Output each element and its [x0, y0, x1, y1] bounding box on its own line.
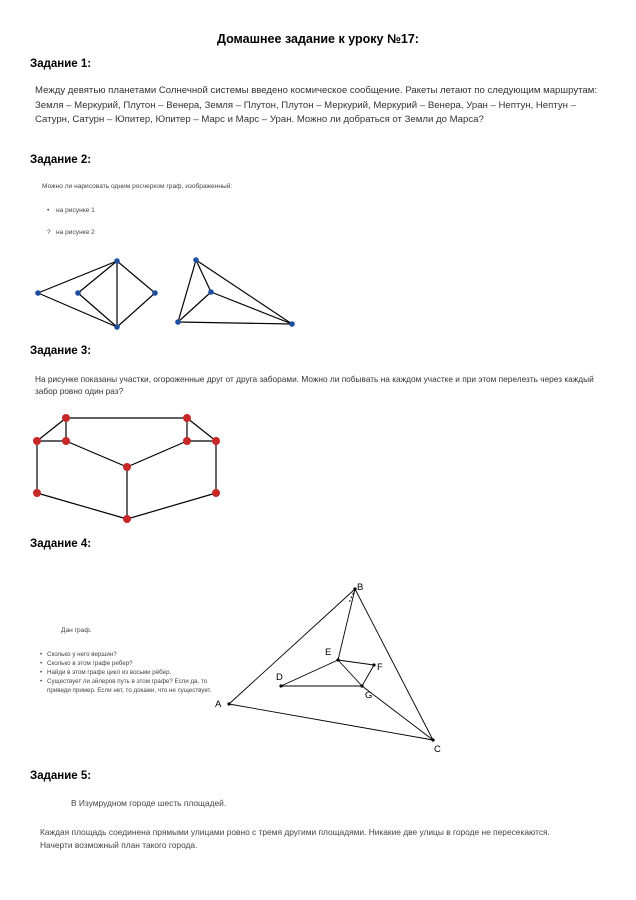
vertex-label: E: [325, 647, 332, 658]
graph-node: [279, 684, 282, 687]
graph-figure-1: [38, 261, 155, 327]
fence: [127, 493, 216, 519]
task4-heading: Задание 4:: [30, 538, 92, 550]
edge: [362, 686, 433, 740]
fence: [66, 441, 127, 467]
vertex-label: D: [276, 672, 283, 683]
graph-node: [431, 738, 434, 741]
graph-node: [208, 289, 214, 295]
edge: [338, 589, 355, 660]
task2-item2: на рисунке 2: [56, 229, 95, 236]
graph-node: [152, 290, 158, 296]
edge: [362, 665, 374, 686]
fence-post: [123, 515, 131, 523]
edge: [38, 293, 117, 327]
graph-node: [372, 663, 375, 666]
fence-post: [183, 414, 191, 422]
task4-question: • Сколько у него вершин?: [47, 650, 215, 659]
edge: [229, 589, 355, 704]
task1-heading: Задание 1:: [30, 58, 92, 70]
vertex-label: B: [357, 582, 364, 593]
task2-item1: на рисунке 1: [56, 207, 95, 214]
task4-intro: Дан граф.: [61, 627, 92, 634]
fence-post: [33, 437, 41, 445]
task4-question: • Найди в этом графе цикл из восьми рёбер.: [47, 668, 215, 677]
fence: [187, 418, 216, 441]
fence-post: [212, 489, 220, 497]
task2-heading: Задание 2:: [30, 154, 92, 166]
edge: [281, 660, 338, 686]
edge: [78, 261, 117, 293]
task4-graph: [229, 589, 433, 740]
edge: [178, 260, 196, 322]
edge: [117, 261, 155, 293]
edge: [338, 660, 362, 686]
fence: [37, 493, 127, 519]
task5-heading: Задание 5:: [30, 770, 92, 782]
graph-node: [175, 319, 181, 325]
vertex-label: A: [215, 699, 222, 710]
graph-node: [75, 290, 81, 296]
edge: [117, 293, 155, 327]
task4-question: • Существует ли эйлеров путь в этом графе? Если да, то приведи пример. Если нет, то докажи, что не существует.: [47, 677, 215, 695]
task2-question: Можно ли нарисовать одним росчерком граф, изображенный:: [42, 183, 233, 190]
task4-labels: [215, 582, 441, 755]
vertex-label: F: [377, 662, 383, 673]
graph-node: [360, 684, 363, 687]
graph-figure-2-nodes: [175, 257, 295, 327]
fence-post: [62, 437, 70, 445]
fence: [127, 441, 187, 467]
graph-node: [336, 658, 339, 661]
fence: [37, 418, 66, 441]
graph-node: [35, 290, 41, 296]
graph-node: [114, 324, 120, 330]
page-title: Домашнее задание к уроку №17:: [217, 32, 419, 46]
fence-post: [123, 463, 131, 471]
task4-question: • Сколько в этом графе ребер?: [47, 659, 215, 668]
edge: [78, 293, 117, 327]
fence-post: [212, 437, 220, 445]
task5-line2: Каждая площадь соединена прямыми улицами ровно с тремя другими площадями. Никакие две улицы в городе не пересекаются. Начерти возможный план такого города.: [40, 827, 550, 851]
edge: [38, 261, 117, 293]
graph-node: [114, 258, 120, 264]
fence-post: [62, 414, 70, 422]
task5-line1: В Изумрудном городе шесть площадей.: [71, 798, 227, 808]
graph-node: [193, 257, 199, 263]
task1-text: Между девятью планетами Солнечной системы введено космическое сообщение. Ракеты летают по следующим маршрутам: Земля – Меркурий, Плутон – Венера, Земля – Плутон, Плутон – Меркурий, Меркурий – Венера, Уран – Нептун, Нептун – Сатурн, Сатурн – Юпитер, Юпитер – Марс и Марс – Уран. Можно ли добраться от Земли до Марса?: [35, 85, 598, 126]
task2-item2-marker: ?: [47, 229, 51, 236]
graph-node: [289, 321, 295, 327]
task2-item1-marker: •: [47, 207, 50, 214]
graph-figure-2: [178, 260, 292, 324]
graph-node: [227, 702, 230, 705]
fence-post: [183, 437, 191, 445]
edge: [355, 589, 433, 740]
task3-heading: Задание 3:: [30, 345, 92, 357]
vertex-label: C: [434, 744, 441, 755]
task3-text: На рисунке показаны участки, огороженные друг от друга заборами. Можно ли побывать на каждом участке и при этом перелезть через каждый забор ровно один раз?: [35, 374, 594, 396]
edge: [338, 660, 374, 665]
vertex-label: G: [365, 690, 373, 701]
edge: [229, 704, 433, 740]
edge: [178, 322, 292, 324]
fence-post: [33, 489, 41, 497]
